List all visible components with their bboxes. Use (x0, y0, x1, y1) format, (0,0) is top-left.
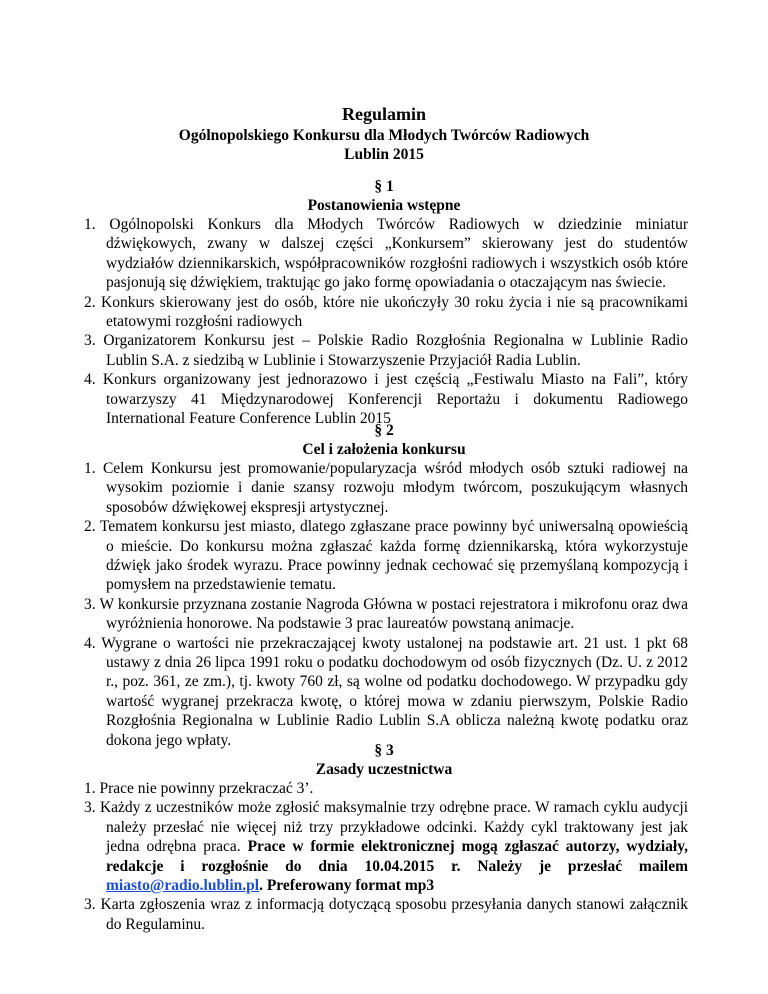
submission-deadline-text: Prace w formie elektronicznej mogą zgłaszać autorzy, wydziały, redakcje i rozgłośnie do dnia 10.04.2015 r. Należy je przesłać mailem (106, 838, 689, 875)
section3-heading: Zasady uczestnictwa (315, 761, 453, 778)
list-item (84, 798, 688, 895)
list-item (84, 293, 688, 332)
section3-list (84, 779, 688, 934)
list-item-text: Każdy z uczestników może zgłosić maksymalnie trzy odrębne prace. W ramach cyklu audycji należy przesłać nie więcej niż trzy przykładowe odcinki. Każdy cykl traktowany jest jak jedna odrębna praca. (99, 799, 688, 856)
list-item-number: 1. (84, 216, 96, 233)
list-item-text: Prace nie powinny przekraczać 3’. (99, 780, 314, 797)
list-item-text: W konkursie przyznana zostanie Nagroda Główna w postaci rejestratora i mikrofonu oraz dwa wyróżnienia honorowe. Na podstawie 3 prac laureatów powstaną animacje. (99, 595, 688, 633)
list-item-number: 3. (84, 595, 96, 613)
section1-number: § 1 (374, 178, 394, 195)
list-item-text: Ogólnopolski Konkurs dla Młodych Twórców Radiowych w dziedzinie miniatur dźwiękowych, zwany w dalszej części „Konkursem” skierowany jest do studentów wydziałów dziennikarskich, współpracowników rozgłośni radiowych i wszystkich osób które pasjonują się dźwiękiem, traktując go jako formę opowiadania o otaczającym nas świecie. (106, 216, 689, 292)
list-item (84, 779, 688, 798)
list-item-number: 3. (84, 799, 96, 817)
list-item-number: 3. (84, 332, 96, 350)
section2-list (84, 459, 688, 750)
list-item-number: 1. (84, 460, 96, 477)
list-item (84, 459, 688, 517)
list-item (84, 517, 688, 595)
list-item-text: Konkurs organizowany jest jednorazowo i jest częścią „Festiwalu Miasto na Fali”, który towarzyszy 41 Międzynarodowej Konferencji Reportażu i dokumentu Radiowego International Feature Conference Lublin 2015 (102, 371, 689, 428)
document-place-year: Lublin 2015 (344, 146, 424, 163)
list-item-number: 4. (84, 371, 96, 389)
list-item-text: Organizatorem Konkursu jest – Polskie Radio Rozgłośnia Regionalna w Lublinie Radio Lublin S.A. z siedzibą w Lublinie i Stowarzyszenie Przyjaciół Radia Lublin. (103, 332, 688, 369)
list-item-number: 4. (84, 634, 96, 652)
list-item (84, 215, 688, 293)
list-item-number: 2. (84, 518, 96, 536)
section2-number: § 2 (374, 422, 394, 439)
document-subtitle: Ogólnopolskiego Konkursu dla Młodych Twórców Radiowych (178, 127, 590, 144)
list-item (84, 895, 688, 934)
list-item (84, 634, 688, 750)
list-item-number: 1. (84, 780, 96, 797)
list-item-text: Konkurs skierowany jest do osób, które nie ukończyły 30 roku życia i nie są pracownikami etatowymi rozgłośni radiowych (101, 293, 689, 331)
list-item (84, 370, 688, 428)
list-item-text: Tematem konkursu jest miasto, dlatego zgłaszane prace powinny być uniwersalną opowieścią o mieście. Do konkursu można zgłaszać każda formę dziennikarską, która wykorzystuje dźwięk jako środek wyrazu. Prace powinny jednak cechować się przemyślaną kompozycją i pomysłem na przedstawienie tematu. (99, 518, 688, 594)
preferred-format-text: . Preferowany format mp3 (259, 877, 435, 895)
section3-number: § 3 (374, 742, 394, 759)
list-item-text: Celem Konkursu jest promowanie/popularyzacja wśród młodych osób sztuki radiowej na wysokim poziomie i danie szansy rozwoju młodym twórcom, poszukującym własnych sposobów dźwiękowej ekspresji artystycznej. (102, 460, 688, 516)
list-item-text: Karta zgłoszenia wraz z informacją dotyczącą sposobu przesyłania danych stanowi załącznik do Regulaminu. (100, 896, 688, 933)
document-title: Regulamin (341, 104, 426, 124)
section1-list (84, 215, 688, 428)
list-item-text: Wygrane o wartości nie przekraczającej kwoty ustalonej na podstawie art. 21 ust. 1 pkt 68 ustawy z dnia 26 lipca 1991 roku o podatku dochodowym od osób fizycznych (Dz. U. z 2012 r., poz. 361, ze zm.), tj. kwoty 760 zł, są wolne od podatku dochodowego. W przypadku gdy wartość wygranej przekracza kwotę, o której mowa w zdaniu pierwszym, Polskie Radio Rozgłośnia Regionalna w Lublinie Radio Lublin S.A oblicza należną kwotę podatku oraz dokona jego wpłaty. (101, 634, 688, 749)
list-item-number: 2. (84, 293, 96, 311)
list-item (84, 331, 688, 370)
contact-email-link[interactable]: miasto@radio.lublin.pl (106, 877, 260, 895)
section2-heading: Cel i założenia konkursu (302, 441, 466, 458)
list-item-number: 3. (84, 896, 96, 914)
section1-heading: Postanowienia wstępne (307, 197, 461, 214)
list-item (84, 595, 688, 634)
